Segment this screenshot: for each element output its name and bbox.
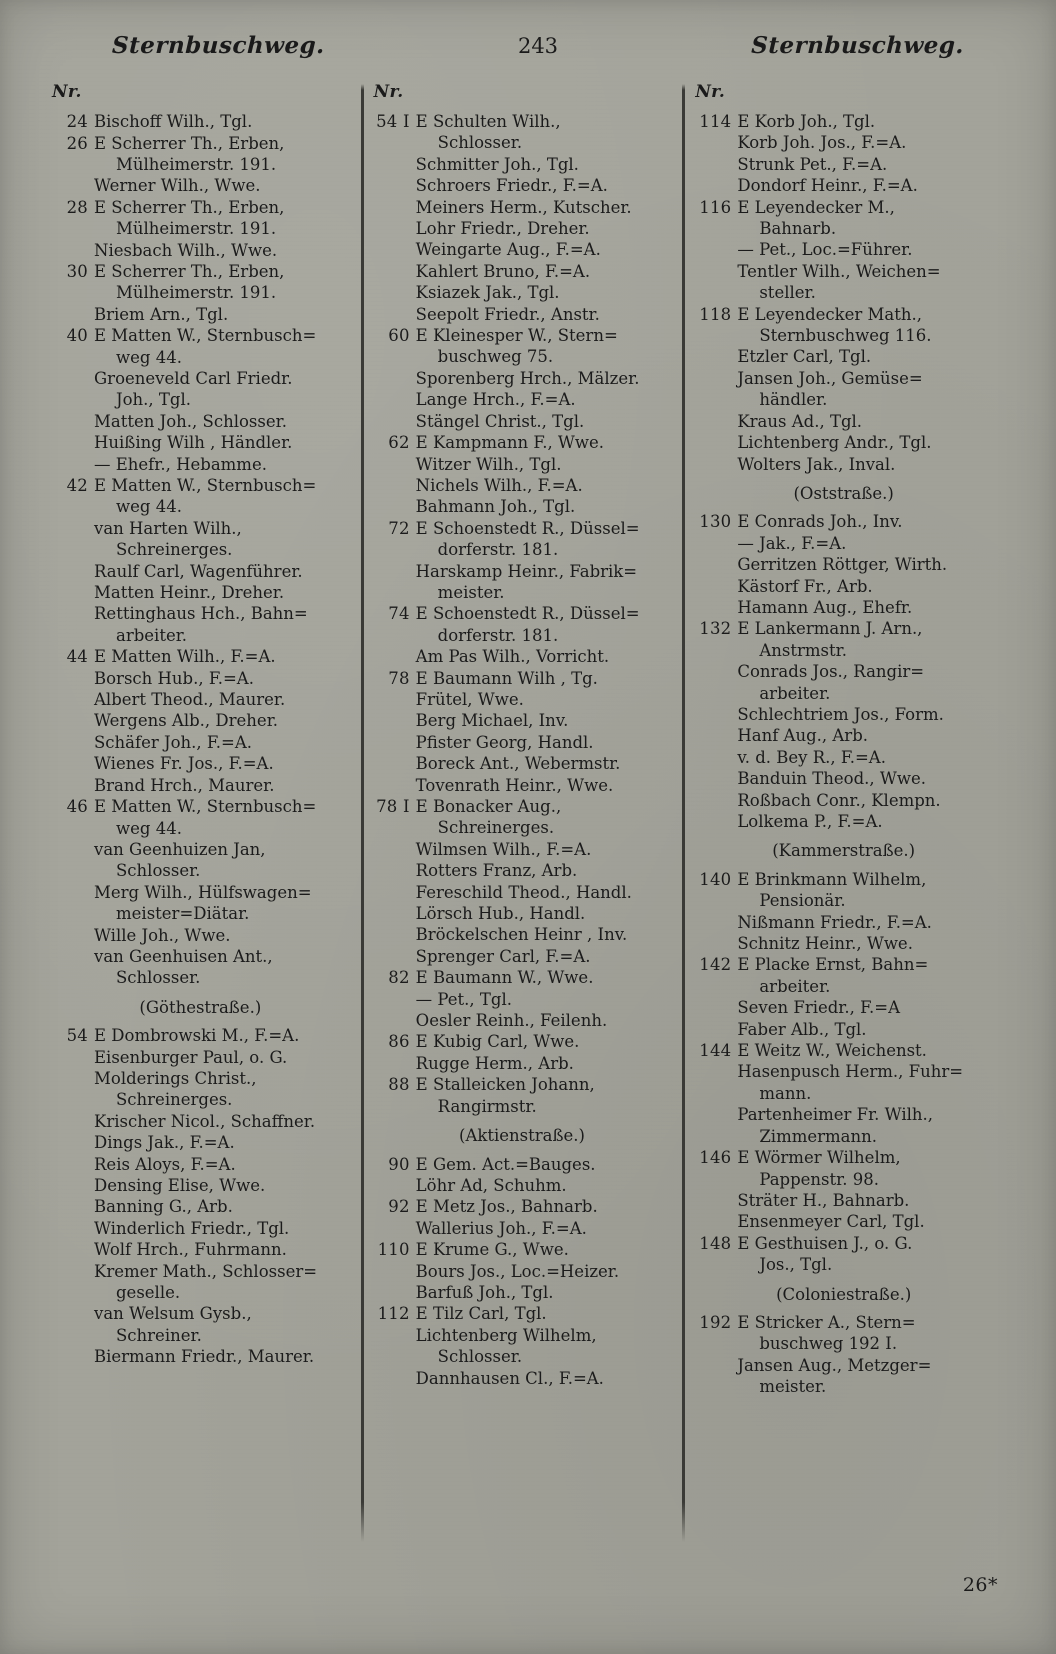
street-heading: (Göthestraße.) xyxy=(139,997,262,1017)
entry-line: van Welsum Gysb., xyxy=(94,1304,252,1324)
entry-line: Wergens Alb., Dreher. xyxy=(94,711,279,731)
house-number: 28 xyxy=(66,197,88,217)
entry-lines xyxy=(94,646,349,796)
entry-line: E Gem. Act.=Bauges. xyxy=(415,1154,596,1174)
page-header xyxy=(52,32,1004,66)
entry-line: Fereschild Theod., Handl. xyxy=(415,882,632,902)
entry-line: E Krume G., Wwe. xyxy=(415,1240,569,1260)
entry-line-continuation: Pensionär. xyxy=(759,891,846,911)
address-entry xyxy=(374,1154,671,1197)
entry-line: Werner Wilh., Wwe. xyxy=(94,176,261,196)
directory-columns xyxy=(52,82,1004,1542)
entry-line-continuation: buschweg 192 I. xyxy=(759,1334,898,1354)
entry-line: Eisenburger Paul, o. G. xyxy=(94,1047,288,1067)
entry-line: Rotters Franz, Arb. xyxy=(415,861,578,881)
entry-line: Wilmsen Wilh., F.=A. xyxy=(415,839,592,859)
entry-line-continuation: Sternbuschweg 116. xyxy=(759,326,932,346)
entry-lines xyxy=(737,511,992,618)
entry-line-continuation: meister. xyxy=(437,582,505,602)
address-entry xyxy=(374,603,671,667)
entry-line: E Gesthuisen J., o. G. xyxy=(737,1233,913,1253)
house-number: 144 xyxy=(699,1041,732,1061)
entry-line: E Brinkmann Wilhelm, xyxy=(737,869,927,889)
entry-line-continuation: geselle. xyxy=(116,1283,181,1303)
column-header-nr: Nr. xyxy=(373,82,404,102)
entry-line-continuation: dorferstr. 181. xyxy=(437,540,559,560)
street-heading: (Oststraße.) xyxy=(793,483,894,503)
column-header-nr: Nr. xyxy=(695,82,726,102)
entry-line: Lolkema P., F.=A. xyxy=(737,812,883,831)
entry-lines xyxy=(94,133,349,197)
entry-line: Dings Jak., F.=A. xyxy=(94,1133,235,1153)
entry-lines xyxy=(94,197,349,261)
address-entry xyxy=(374,796,671,967)
entry-line: Reis Aloys, F.=A. xyxy=(94,1154,236,1174)
entry-line: Merg Wilh., Hülfswagen= xyxy=(94,882,312,902)
entry-line-continuation: Mülheimerstr. 191. xyxy=(116,219,277,239)
entry-line: Banduin Theod., Wwe. xyxy=(737,769,926,789)
entry-line: Berg Michael, Inv. xyxy=(415,711,569,731)
entry-line: Nichels Wilh., F.=A. xyxy=(415,475,583,495)
address-entry xyxy=(52,475,349,646)
house-number: 90 xyxy=(388,1154,410,1174)
entry-line-continuation: Bahnarb. xyxy=(759,219,837,239)
address-entry xyxy=(374,1303,671,1389)
entry-line-continuation: Pappenstr. 98. xyxy=(759,1169,879,1189)
address-entry xyxy=(52,646,349,796)
house-number: 110 xyxy=(377,1240,410,1260)
entry-line: van Geenhuisen Ant., xyxy=(94,946,273,966)
entry-lines xyxy=(737,618,992,832)
entry-line: v. d. Bey R., F.=A. xyxy=(737,747,886,767)
entry-line: E Dombrowski M., F.=A. xyxy=(94,1026,300,1046)
entry-line: Etzler Carl, Tgl. xyxy=(737,347,872,367)
address-entry xyxy=(374,325,671,432)
entry-line: Dannhausen Cl., F.=A. xyxy=(415,1368,604,1388)
entry-line: Sträter H., Bahnarb. xyxy=(737,1190,910,1210)
house-number: 130 xyxy=(699,512,732,532)
address-entry xyxy=(52,325,349,475)
entry-lines xyxy=(737,197,992,304)
entry-line-continuation: Mülheimerstr. 191. xyxy=(116,154,277,174)
house-number: 54 I xyxy=(376,112,410,131)
entry-line: van Geenhuizen Jan, xyxy=(94,839,266,859)
entry-line-continuation: steller. xyxy=(759,283,816,303)
entry-line: Faber Alb., Tgl. xyxy=(737,1019,867,1039)
house-number: 46 xyxy=(66,797,88,817)
entry-line: E Matten W., Sternbusch= xyxy=(94,476,317,495)
entry-line: Roßbach Conr., Klempn. xyxy=(737,790,941,810)
address-entry xyxy=(374,1031,671,1074)
entry-lines xyxy=(416,1074,671,1117)
entry-line: — Jak., F.=A. xyxy=(737,533,847,553)
entry-line: Lohr Friedr., Dreher. xyxy=(415,219,590,239)
entry-lines xyxy=(416,518,671,604)
entry-line: Schäfer Joh., F.=A. xyxy=(94,732,253,752)
entry-line: Kästorf Fr., Arb. xyxy=(737,576,873,596)
entry-line-continuation: Joh., Tgl. xyxy=(116,390,191,410)
address-entry xyxy=(374,1074,671,1117)
entry-line: Bröckelschen Heinr , Inv. xyxy=(415,925,628,945)
entry-line: E Stalleicken Johann, xyxy=(415,1075,595,1095)
entry-lines xyxy=(416,796,671,967)
address-entry xyxy=(374,668,671,796)
entry-line: Löhr Ad, Schuhm. xyxy=(415,1175,567,1195)
signature-mark: 26* xyxy=(962,1574,998,1596)
address-entry xyxy=(695,954,992,1040)
entry-line-continuation: mann. xyxy=(759,1083,812,1103)
page-number: 243 xyxy=(517,34,559,58)
entry-line: E Kampmann F., Wwe. xyxy=(415,433,605,453)
entry-line: Wolters Jak., Inval. xyxy=(737,454,896,474)
house-number: 82 xyxy=(388,968,410,988)
entry-line: Matten Joh., Schlosser. xyxy=(94,411,287,431)
entry-line: E Schulten Wilh., xyxy=(415,112,561,131)
entry-line: Hasenpusch Herm., Fuhr= xyxy=(737,1062,964,1082)
entry-line: E Metz Jos., Bahnarb. xyxy=(415,1197,598,1217)
entry-line: E Stricker A., Stern= xyxy=(737,1312,916,1332)
entry-line: Sporenberg Hrch., Mälzer. xyxy=(415,368,640,388)
address-entry xyxy=(695,304,992,475)
column-divider xyxy=(682,84,685,1542)
entry-line: Schlechtriem Jos., Form. xyxy=(737,704,944,724)
house-number: 42 xyxy=(66,476,88,495)
house-number: 26 xyxy=(66,133,88,153)
entry-line-continuation: dorferstr. 181. xyxy=(437,625,559,645)
entry-line: Wienes Fr. Jos., F.=A. xyxy=(94,754,274,774)
entry-line: Dondorf Heinr., F.=A. xyxy=(737,176,918,196)
address-entry xyxy=(695,1147,992,1233)
street-heading: (Kammerstraße.) xyxy=(772,841,916,861)
address-entry xyxy=(695,1233,992,1276)
entry-line: E Matten W., Sternbusch= xyxy=(94,797,317,817)
entry-line: E Leyendecker M., xyxy=(737,197,895,217)
entry-line: E Placke Ernst, Bahn= xyxy=(737,955,929,975)
entry-lines xyxy=(737,304,992,475)
entry-line: Biermann Friedr., Maurer. xyxy=(94,1347,315,1367)
entry-line: Lange Hrch., F.=A. xyxy=(415,390,576,410)
entry-line: E Matten W., Sternbusch= xyxy=(94,326,317,346)
entry-lines xyxy=(94,325,349,475)
entry-line: Densing Elise, Wwe. xyxy=(94,1176,266,1195)
entry-line: — Pet., Loc.=Führer. xyxy=(737,240,913,260)
entry-line-continuation: weg 44. xyxy=(116,497,182,517)
entry-line: E Bonacker Aug., xyxy=(415,797,562,816)
entry-line: E Baumann W., Wwe. xyxy=(415,968,594,988)
entry-line-continuation: Schreinerges. xyxy=(116,1090,233,1110)
entry-line: — Ehefr., Hebamme. xyxy=(94,454,267,474)
house-number: 78 I xyxy=(376,797,410,816)
entry-lines xyxy=(737,1147,992,1233)
entry-line: Nißmann Friedr., F.=A. xyxy=(737,912,932,932)
entry-line: Sprenger Carl, F.=A. xyxy=(415,946,591,966)
entry-line: Lichtenberg Andr., Tgl. xyxy=(737,433,932,453)
entry-line: Raulf Carl, Wagenführer. xyxy=(94,561,303,581)
entry-line: Albert Theod., Maurer. xyxy=(94,690,286,710)
entry-line-continuation: weg 44. xyxy=(116,347,182,367)
address-entry xyxy=(695,111,992,197)
entry-line: Witzer Wilh., Tgl. xyxy=(415,454,562,474)
house-number: 112 xyxy=(377,1304,410,1324)
entry-line: Borsch Hub., F.=A. xyxy=(94,668,254,688)
house-number: 88 xyxy=(388,1075,410,1095)
entry-line: Wallerius Joh., F.=A. xyxy=(415,1218,587,1238)
street-heading: (Aktienstraße.) xyxy=(459,1126,585,1146)
entry-line-continuation: Rangirmstr. xyxy=(437,1096,537,1116)
entry-line: Frütel, Wwe. xyxy=(415,689,524,709)
entry-line: Wille Joh., Wwe. xyxy=(94,925,231,945)
entry-line: Rugge Herm., Arb. xyxy=(415,1053,574,1073)
entry-line: Huißing Wilh , Händler. xyxy=(94,433,293,453)
house-number: 114 xyxy=(699,112,732,131)
entry-line: E Wörmer Wilhelm, xyxy=(737,1148,901,1168)
address-entry xyxy=(52,197,349,261)
house-number: 54 xyxy=(66,1026,88,1046)
house-number: 40 xyxy=(66,326,88,346)
entry-lines xyxy=(737,1312,992,1398)
house-number: 44 xyxy=(66,647,88,667)
house-number: 78 xyxy=(388,668,410,688)
entry-line-continuation: händler. xyxy=(759,390,828,410)
house-number: 140 xyxy=(699,869,732,889)
entry-line: E Weitz W., Weichenst. xyxy=(737,1041,927,1061)
address-entry xyxy=(374,518,671,604)
entry-line: Tovenrath Heinr., Wwe. xyxy=(415,775,614,795)
house-number: 72 xyxy=(388,518,410,538)
entry-line: E Scherrer Th., Erben, xyxy=(94,261,285,281)
entry-line: E Korb Joh., Tgl. xyxy=(737,112,876,131)
street-heading: (Coloniestraße.) xyxy=(776,1284,912,1304)
entry-lines xyxy=(416,603,671,667)
entry-line: Harskamp Heinr., Fabrik= xyxy=(415,561,638,581)
column-header-nr: Nr. xyxy=(52,82,82,102)
entry-line-continuation: Schlosser. xyxy=(437,1347,523,1367)
house-number: 74 xyxy=(388,604,410,624)
entry-line-continuation: arbeiter. xyxy=(759,976,831,996)
entry-lines xyxy=(94,475,349,646)
entry-line: Niesbach Wilh., Wwe. xyxy=(94,240,278,260)
house-number: 148 xyxy=(699,1233,732,1253)
entry-line: E Tilz Carl, Tgl. xyxy=(415,1304,547,1324)
address-entry xyxy=(52,1025,349,1368)
entry-line: E Scherrer Th., Erben, xyxy=(94,197,285,217)
entry-line: Jansen Joh., Gemüse= xyxy=(737,368,923,388)
address-entry xyxy=(52,796,349,989)
address-entry xyxy=(374,432,671,518)
entry-line: E Scherrer Th., Erben, xyxy=(94,133,285,153)
entry-line: Weingarte Aug., F.=A. xyxy=(415,240,601,260)
house-number: 146 xyxy=(699,1148,732,1168)
entry-line-continuation: meister. xyxy=(759,1377,827,1397)
header-street-right: Sternbuschweg. xyxy=(750,32,965,59)
address-entry xyxy=(695,1312,992,1398)
entry-line: Matten Heinr., Dreher. xyxy=(94,583,285,603)
entry-lines xyxy=(416,325,671,432)
address-entry xyxy=(374,1196,671,1239)
address-entry xyxy=(52,133,349,197)
entry-line: Jansen Aug., Metzger= xyxy=(737,1355,932,1375)
entry-lines xyxy=(737,869,992,955)
entry-line: E Kleinesper W., Stern= xyxy=(415,326,618,346)
entry-lines xyxy=(416,1154,671,1197)
house-number: 60 xyxy=(388,326,410,346)
address-entry xyxy=(374,967,671,1031)
entry-lines xyxy=(416,1196,671,1239)
entry-line: Lichtenberg Wilhelm, xyxy=(415,1325,597,1345)
entry-line: E Schoenstedt R., Düssel= xyxy=(415,518,640,538)
entry-lines xyxy=(94,261,349,325)
entry-line: Brand Hrch., Maurer. xyxy=(94,775,275,795)
entry-line: E Conrads Joh., Inv. xyxy=(737,512,903,532)
entry-line: E Kubig Carl, Wwe. xyxy=(415,1032,580,1052)
entry-line: Boreck Ant., Webermstr. xyxy=(415,754,621,774)
entry-lines xyxy=(416,1239,671,1303)
entry-line: van Harten Wilh., xyxy=(94,518,242,538)
house-number: 24 xyxy=(66,112,88,131)
entry-line-continuation: Schlosser. xyxy=(437,133,523,153)
entry-line: Briem Arn., Tgl. xyxy=(94,304,229,324)
entry-lines xyxy=(737,1233,992,1276)
address-entry xyxy=(695,511,992,618)
entry-line: Krischer Nicol., Schaffner. xyxy=(94,1111,316,1131)
entry-lines xyxy=(94,796,349,989)
header-street-left: Sternbuschweg. xyxy=(111,32,326,59)
entry-lines xyxy=(416,668,671,796)
entry-lines xyxy=(416,967,671,1031)
entry-line: Seepolt Friedr., Anstr. xyxy=(415,304,600,324)
entry-line: Hanf Aug., Arb. xyxy=(737,726,868,746)
entry-lines xyxy=(416,432,671,518)
entry-line: Bours Jos., Loc.=Heizer. xyxy=(415,1261,620,1281)
entry-line: Oesler Reinh., Feilenh. xyxy=(415,1011,608,1031)
column-divider xyxy=(361,84,364,1542)
entry-line: Kahlert Bruno, F.=A. xyxy=(415,261,591,281)
house-number: 118 xyxy=(699,304,732,324)
column-3 xyxy=(695,82,1004,1542)
entry-line-continuation: Schreiner. xyxy=(116,1325,202,1345)
entry-line: E Baumann Wilh , Tg. xyxy=(415,668,598,688)
house-number: 92 xyxy=(388,1197,410,1217)
entry-line-continuation: Schlosser. xyxy=(116,861,201,881)
entry-line-continuation: Jos., Tgl. xyxy=(759,1255,833,1275)
entry-line: Kraus Ad., Tgl. xyxy=(737,411,863,431)
entry-lines xyxy=(94,1025,349,1368)
house-number: 30 xyxy=(66,261,88,281)
house-number: 132 xyxy=(699,619,732,639)
entry-line-continuation: arbeiter. xyxy=(116,625,188,645)
house-number: 116 xyxy=(699,197,732,217)
entry-line: Groeneveld Carl Friedr. xyxy=(94,368,293,388)
entry-lines xyxy=(737,954,992,1040)
entry-line: Ksiazek Jak., Tgl. xyxy=(415,283,560,303)
entry-line: Ensenmeyer Carl, Tgl. xyxy=(737,1212,925,1232)
entry-line: Strunk Pet., F.=A. xyxy=(737,154,888,174)
entry-line-continuation: weg 44. xyxy=(116,818,182,838)
entry-line-continuation: Zimmermann. xyxy=(759,1126,878,1146)
entry-lines xyxy=(416,1031,671,1074)
entry-line: Conrads Jos., Rangir= xyxy=(737,662,925,682)
entry-line: Molderings Christ., xyxy=(94,1068,257,1088)
entry-line: Bahmann Joh., Tgl. xyxy=(415,497,576,517)
entry-line: Am Pas Wilh., Vorricht. xyxy=(415,647,610,667)
entry-line-continuation: Schlosser. xyxy=(116,968,201,988)
entry-lines xyxy=(416,1303,671,1389)
entry-line: Banning G., Arb. xyxy=(94,1197,233,1217)
address-entry xyxy=(52,261,349,325)
column-2 xyxy=(374,82,683,1542)
house-number: 192 xyxy=(699,1312,732,1332)
entry-line: Lörsch Hub., Handl. xyxy=(415,904,586,924)
entry-line: Schroers Friedr., F.=A. xyxy=(415,176,608,196)
entry-line: Gerritzen Röttger, Wirth. xyxy=(737,555,948,575)
house-number: 86 xyxy=(388,1032,410,1052)
entry-line: — Pet., Tgl. xyxy=(415,989,512,1009)
entry-line: E Leyendecker Math., xyxy=(737,304,923,324)
entry-line: Pfister Georg, Handl. xyxy=(415,732,594,752)
entry-line-continuation: Mülheimerstr. 191. xyxy=(116,283,277,303)
entry-line: Wolf Hrch., Fuhrmann. xyxy=(94,1240,287,1260)
entry-line-continuation: Schreinerges. xyxy=(437,818,555,838)
entry-line: E Lankermann J. Arn., xyxy=(737,619,923,639)
entry-lines xyxy=(737,111,992,197)
entry-lines xyxy=(737,1040,992,1147)
entry-line: Hamann Aug., Ehefr. xyxy=(737,597,913,617)
entry-line-continuation: meister=Diätar. xyxy=(116,904,250,924)
entry-line: Korb Joh. Jos., F.=A. xyxy=(737,133,907,153)
column-1 xyxy=(52,82,361,1542)
entry-line: Kremer Math., Schlosser= xyxy=(94,1261,318,1281)
entry-line: Barfuß Joh., Tgl. xyxy=(415,1282,554,1302)
address-entry xyxy=(52,111,349,133)
entry-line-continuation: buschweg 75. xyxy=(437,347,554,367)
entry-line-continuation: arbeiter. xyxy=(759,683,831,703)
entry-line: Partenheimer Fr. Wilh., xyxy=(737,1105,934,1125)
address-entry xyxy=(374,1239,671,1303)
entry-line-continuation: Anstrmstr. xyxy=(759,640,847,660)
entry-line: Meiners Herm., Kutscher. xyxy=(415,197,632,217)
address-entry xyxy=(695,1040,992,1147)
entry-line: Stängel Christ., Tgl. xyxy=(415,411,585,431)
address-entry xyxy=(374,111,671,325)
entry-line: Schnitz Heinr., Wwe. xyxy=(737,934,913,954)
entry-lines xyxy=(416,111,671,325)
entry-line: E Schoenstedt R., Düssel= xyxy=(415,604,640,624)
entry-line: E Matten Wilh., F.=A. xyxy=(94,647,276,667)
entry-line: Winderlich Friedr., Tgl. xyxy=(94,1218,290,1238)
address-entry xyxy=(695,197,992,304)
entry-line: Schmitter Joh., Tgl. xyxy=(415,154,579,174)
entry-line-continuation: Schreinerges. xyxy=(116,540,233,560)
address-entry xyxy=(695,618,992,832)
house-number: 62 xyxy=(388,433,410,453)
address-entry xyxy=(695,869,992,955)
entry-line: Rettinghaus Hch., Bahn= xyxy=(94,604,308,624)
entry-line: Seven Friedr., F.=A xyxy=(737,998,900,1018)
entry-line: Tentler Wilh., Weichen= xyxy=(737,261,941,281)
house-number: 142 xyxy=(699,955,732,975)
entry-line: Bischoff Wilh., Tgl. xyxy=(94,112,253,131)
entry-lines xyxy=(94,111,349,133)
